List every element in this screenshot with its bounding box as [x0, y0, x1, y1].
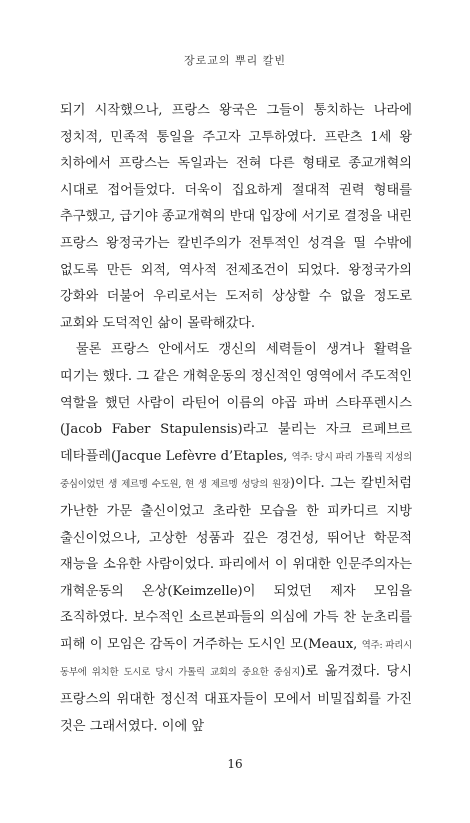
text-segment: 물론 프랑스 안에서도 갱신의 세력들이 생겨나 활력을 띠기는 했다. 그 같은 개혁운동의 정신적인 영역에서 주도적인 역할을 했던 사람이 라틴어 이름의 야곱 파버 스타푸렌시스(Jacob Faber Stapulensis)라고 불리는 자크 르페브르 데타플레(Jacque Lefèvre d’Etaples, — [60, 342, 413, 464]
paragraph — [60, 98, 412, 337]
page-number: 16 — [227, 757, 243, 771]
text-segment: )이다. 그는 칼빈처럼 가난한 가문 출신이었고 초라한 모습을 한 피카디르 지방 출신이었으나, 고상한 성품과 깊은 경건성, 뛰어난 학문적 재능을 소유한 사람이었다. 파리에서 이 위대한 인문주의자는 개혁운동의 온상(Keimzelle)이 되었던 제자 모임을 조직하였다. 보수적인 소르본파들의 의심에 가득 찬 눈초리를 피해 이 모임은 감독이 거주하는 도시인 모(Meaux, — [60, 476, 412, 652]
text-segment: 되기 시작했으나, 프랑스 왕국은 그들이 통치하는 나라에 정치적, 민족적 통일을 주고자 고투하였다. 프란츠 1세 왕 치하에서 프랑스는 독일과는 전혀 다른 형태로 종교개혁의 시대로 접어들었다. 더욱이 집요하게 절대적 권력 형태를 추구했고, 급기야 종교개혁의 반대 입장에 서기로 결정을 내린 프랑스 왕정국가는 칼빈주의가 전투적인 성격을 띨 수밖에 없도록 만든 외적, 역사적 전제조건이 되었다. 왕정국가의 강화와 더불어 우리로서는 도저히 상상할 수 없을 정도로 교회와 도덕적인 삶이 몰락해갔다. — [60, 103, 413, 331]
text-segment: )로 옮겨졌다. 당시 프랑스의 위대한 정신적 대표자들이 모에서 비밀집회를 가진 것은 그래서였다. 이에 앞 — [60, 664, 412, 734]
body-text — [60, 98, 412, 740]
translator-note: 역주: 파리시 동부에 위치한 도시로 당시 가톨릭 교회의 중요한 중심지 — [60, 639, 412, 679]
running-head: 장로교의 뿌리 칼빈 — [183, 54, 286, 67]
translator-note: 역주: 당시 파리 가톨릭 지성의 중심이었던 생 제르멩 수도원, 현 생 제르멩 성당의 원장 — [60, 451, 412, 491]
paragraph — [60, 337, 412, 740]
